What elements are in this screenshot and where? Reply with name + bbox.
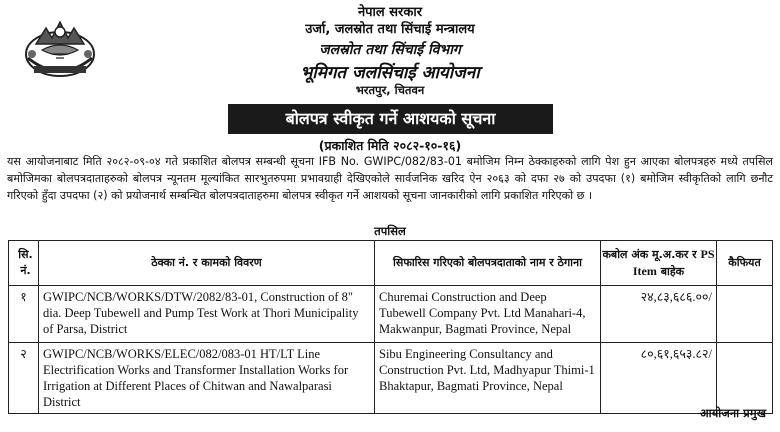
award-table <box>8 240 773 414</box>
header-line-project: भूमिगत जलसिंचाई आयोजना <box>300 63 480 83</box>
row-remarks <box>717 286 773 343</box>
row-sn: १ <box>9 286 39 343</box>
header-line-location: भरतपुर, चितवन <box>355 83 425 97</box>
header-contract: ठेक्का नं. र कामको विवरण <box>39 241 375 286</box>
header-amount-label: कबोल अंक मू.अ.कर र <box>602 248 697 261</box>
header-remarks: कैफियत <box>717 241 773 286</box>
notice-body: यस आयोजनाबाट मिति २०८२-०९-०४ गते प्रकाशित बोलपत्र सम्बन्धी सूचना IFB No. GWIPC/082/83-01 बमोजिम निम्न ठेक्काहरुको लागि पेश हुन आएका बोलपत्रहरु मध्ये तपसिल बमोजिमका बोलपत्रदाताहरुको बोलपत्र न्यूनतम मूल्यांकित सारभुतरुपमा प्रभावग्राही देखिएकोले सार्वजनिक खरिद ऐन २०६३ को दफा २७ को उपदफा (१) बमोजिम स्वीकृतिको लागि छनौट गरिएको हुँदा उपदफा (२) को प्रयोजनार्थ सम्बन्धित बोलपत्रदाताहरुमा बोलपत्र स्वीकृत गर्ने आशयको सूचना जानकारीको लागि प्रकाशित गरिएको छ । <box>7 155 773 202</box>
header-sn: सि. नं. <box>9 241 39 286</box>
table-header-row <box>9 241 773 286</box>
header-line-ministry: उर्जा, जलस्रोत तथा सिंचाई मन्त्रालय <box>305 22 475 37</box>
row-bidder: Sibu Engineering Consultancy and Construction Pvt. Ltd, Madhyapur Thimi-1 Bhaktapur, Bagmati Province, Nepal <box>375 343 601 414</box>
signature-project-chief: आयोजना प्रमुख <box>699 406 766 420</box>
row-remarks <box>717 343 773 414</box>
row-contract: GWIPC/NCB/WORKS/DTW/2082/83-01, Construction of 8" dia. Deep Tubewell and Pump Test Work at Thori Municipality of Parsa, District <box>39 286 375 343</box>
table-row <box>9 343 773 414</box>
row-amount: २४,८३,६८६.००/ <box>601 286 717 343</box>
published-date: (प्रकाशित मिति २०८२-१०-१६) <box>318 138 462 153</box>
header-amount <box>601 241 717 286</box>
header-amount-item: PS Item <box>632 247 715 278</box>
table-row <box>9 286 773 343</box>
header-line-government: नेपाल सरकार <box>357 5 423 20</box>
header-bidder: सिफारिस गरिएको बोलपत्रदाताको नाम र ठेगाना <box>375 241 601 286</box>
row-bidder: Churemai Construction and Deep Tubewell Company Pvt. Ltd Manahari-4, Makwanpur, Bagmati Province, Nepal <box>375 286 601 343</box>
row-amount: ८०,६१,६५३.८२/ <box>601 343 717 414</box>
notice-title-banner: बोलपत्र स्वीकृत गर्ने आशयको सूचना <box>228 104 553 134</box>
header-line-department: जलस्रोत तथा सिंचाई विभाग <box>319 42 461 58</box>
row-sn: २ <box>9 343 39 414</box>
header-amount-tail: बाहेक <box>660 265 685 278</box>
table-caption: तपसिल <box>374 224 406 238</box>
row-contract: GWIPC/NCB/WORKS/ELEC/082/083-01 HT/LT Line Electrification Works and Transformer Installation Works for Irrigation at Different Places of Chitwan and Nawalparasi District <box>39 343 375 414</box>
